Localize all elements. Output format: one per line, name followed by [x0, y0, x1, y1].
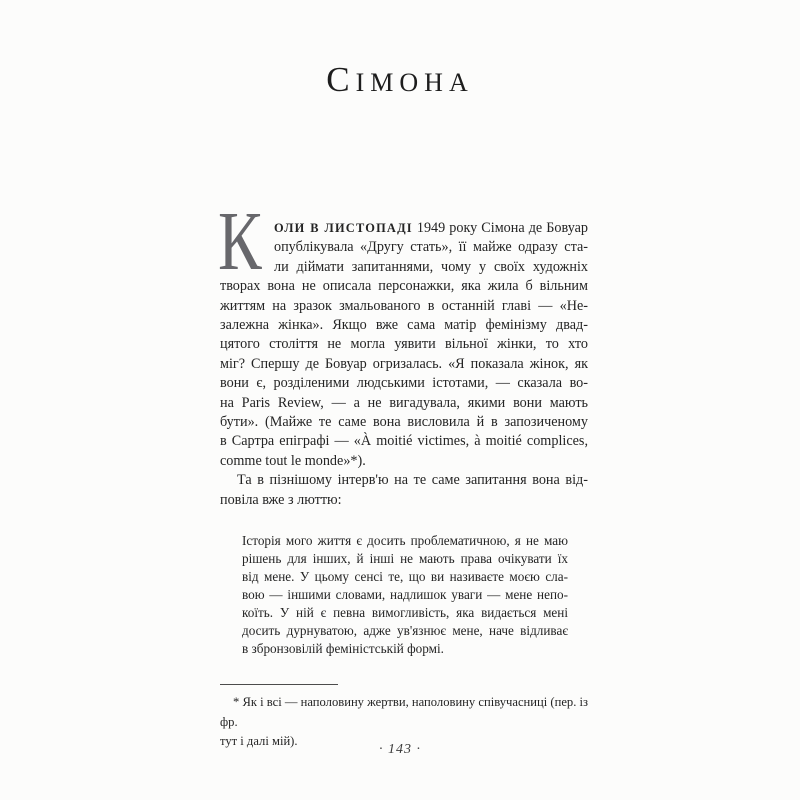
- text-line: опублікувала «Другу стать», її майже одразу ста-: [274, 239, 588, 256]
- text-line: вони є, розділеними людськими істотами, — сказала во-: [220, 375, 588, 392]
- text-line: залежна жінка». Якщо вже сама матір фемінізму двад-: [220, 317, 588, 334]
- page-number: · 143 ·: [379, 742, 421, 757]
- text-block: [218, 195, 588, 658]
- text-line: * Як і всі — наполовину жертви, наполовину співучасниці (пер. із фр.: [220, 695, 588, 729]
- text-line: вою — іншими словами, надлишок уваги — мене непо-: [242, 587, 568, 603]
- text-line: бути». (Майже те саме вона висловила й в запозиченому: [220, 414, 588, 431]
- chapter-title: СІМОНА: [326, 60, 474, 99]
- text-line: цятого століття не могла уявити вільної жінки, то хто: [220, 336, 588, 353]
- text-line: в Сартра епіграфі — «À moitié victimes, à moitié complices,: [220, 433, 588, 450]
- text-line: коїть. У ній є певна вимогливість, яка видається мені: [242, 605, 568, 621]
- block-quote: [220, 532, 588, 658]
- drop-cap: К: [218, 195, 262, 288]
- text-line: від мене. У цьому сенсі те, що ви називаєте моєю сла-: [242, 569, 568, 585]
- text-line: міг? Спершу де Бовуар огризалась. «Я показала жінок, як: [220, 355, 588, 372]
- first-line-rest: 1949 року Сімона де Бовуар: [412, 220, 588, 236]
- text-line: життям на зразок змальованого в останній главі — «Не-: [220, 297, 588, 314]
- text-line: досить дурнуватою, адже ув'язнює мене, наче відливає: [242, 623, 568, 639]
- text-line: на Paris Review, — а не вигадувала, якими вони мають: [220, 394, 588, 411]
- text-line: повіла вже з люттю:: [220, 491, 342, 508]
- text-line: рішень для інших, й інші не мають права очікувати їх: [242, 551, 568, 567]
- text-line: comme tout le monde»*).: [220, 452, 366, 469]
- lead-in-small-caps: ОЛИ В ЛИСТОПАДІ: [274, 221, 413, 235]
- text-line: Та в пізнішому інтерв'ю на те саме запитання вона від-: [237, 472, 588, 489]
- opening-paragraph: [218, 195, 588, 471]
- text-line: Історія мого життя є досить проблематичною, я не маю: [242, 533, 568, 549]
- dropcap-lines: [274, 238, 588, 277]
- text-line: творах вона не описала персонажки, яка жила б вільним: [220, 278, 588, 295]
- text-line: в збронзовілій феміністській формі.: [242, 641, 444, 657]
- second-paragraph: [220, 471, 588, 510]
- text-line: ли діймати запитаннями, чому у своїх художніх: [274, 258, 588, 275]
- text-line: тут і далі мій).: [220, 734, 298, 748]
- text-line: [274, 219, 588, 238]
- paragraph-lines: [220, 277, 588, 471]
- dropcap-indented-lines: [220, 219, 588, 277]
- footnote-separator-rule: [220, 684, 338, 685]
